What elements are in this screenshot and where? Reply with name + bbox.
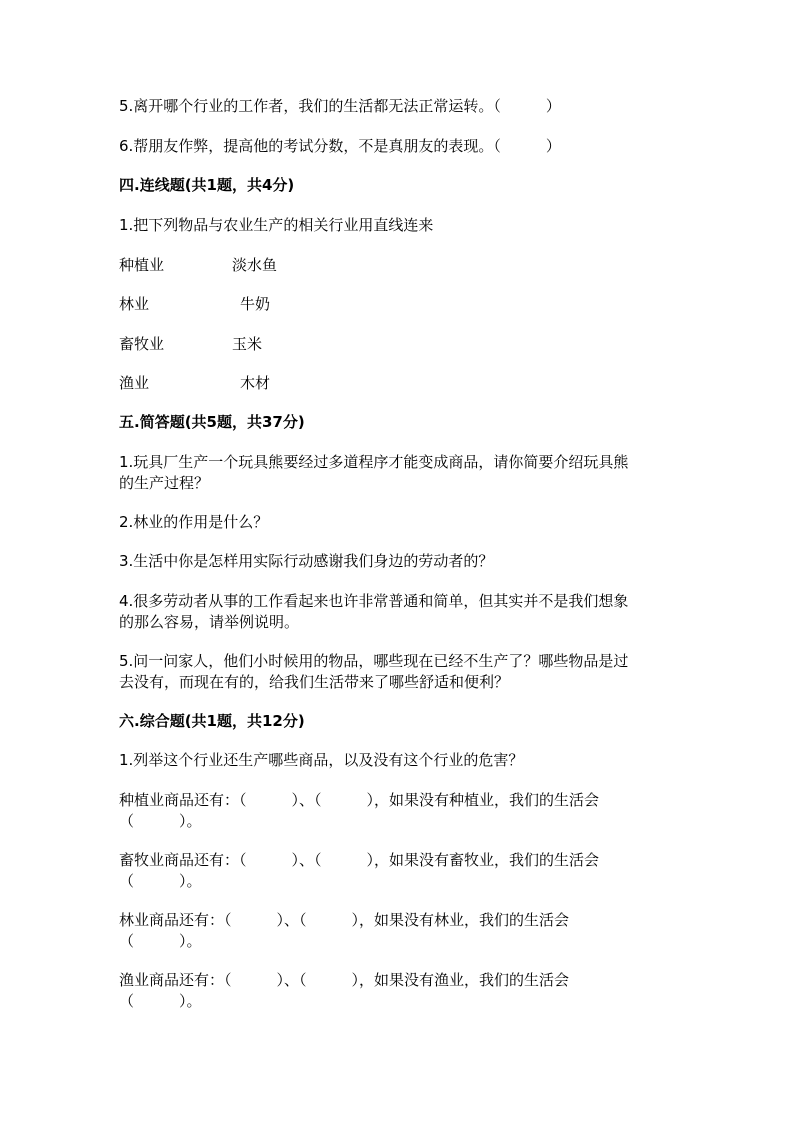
- planting-fill-line2: （ ）。: [119, 812, 202, 830]
- animal-fill-line1: 畜牧业商品还有：（ ）、（ ），如果没有畜牧业，我们的生活会: [119, 851, 600, 869]
- short-answer-1-line2: 的生产过程？: [119, 474, 210, 492]
- short-answer-1-line1: 1.玩具厂生产一个玩具熊要经过多道程序才能变成商品，请你简要介绍玩具熊: [119, 453, 629, 471]
- comprehensive-question-1: 1.列举这个行业还生产哪些商品，以及没有这个行业的危害？: [119, 751, 524, 769]
- short-answer-4-line1: 4.很多劳动者从事的工作看起来也许非常普通和简单，但其实并不是我们想象: [119, 592, 629, 610]
- forestry-fill-line2: （ ）。: [119, 932, 202, 950]
- match-right-freshwater-fish: 淡水鱼: [232, 256, 278, 274]
- short-answer-5-line2: 去没有，而现在有的，给我们生活带来了哪些舒适和便利？: [119, 673, 510, 691]
- match-right-corn: 玉米: [232, 335, 263, 353]
- matching-question-1: 1.把下列物品与农业生产的相关行业用直线连来: [119, 216, 434, 234]
- section-5-heading: 五.简答题(共5题，共37分): [119, 413, 305, 431]
- match-left-fishery: 渔业: [119, 374, 150, 392]
- animal-fill-line2: （ ）。: [119, 872, 202, 890]
- short-answer-2: 2.林业的作用是什么？: [119, 513, 269, 531]
- match-left-planting: 种植业: [119, 256, 165, 274]
- judgement-question-6: 6.帮朋友作弊，提高他的考试分数，不是真朋友的表现。（ ）: [119, 137, 561, 155]
- judgement-question-5: 5.离开哪个行业的工作者，我们的生活都无法正常运转。（ ）: [119, 97, 561, 115]
- forestry-fill-line1: 林业商品还有：（ ）、（ ），如果没有林业，我们的生活会: [119, 911, 570, 929]
- fishery-fill-line2: （ ）。: [119, 992, 202, 1010]
- planting-fill-line1: 种植业商品还有：（ ）、（ ），如果没有种植业，我们的生活会: [119, 791, 600, 809]
- section-4-heading: 四.连线题(共1题，共4分): [119, 176, 295, 194]
- section-6-heading: 六.综合题(共1题，共12分): [119, 712, 305, 730]
- short-answer-4-line2: 的那么容易，请举例说明。: [119, 613, 300, 631]
- fishery-fill-line1: 渔业商品还有：（ ）、（ ），如果没有渔业，我们的生活会: [119, 971, 570, 989]
- match-left-forestry: 林业: [119, 295, 150, 313]
- match-left-animal-husbandry: 畜牧业: [119, 335, 165, 353]
- short-answer-3: 3.生活中你是怎样用实际行动感谢我们身边的劳动者的？: [119, 552, 494, 570]
- match-right-timber: 木材: [240, 374, 271, 392]
- short-answer-5-line1: 5.问一问家人，他们小时候用的物品，哪些现在已经不生产了？哪些物品是过: [119, 652, 629, 670]
- match-right-milk: 牛奶: [240, 295, 271, 313]
